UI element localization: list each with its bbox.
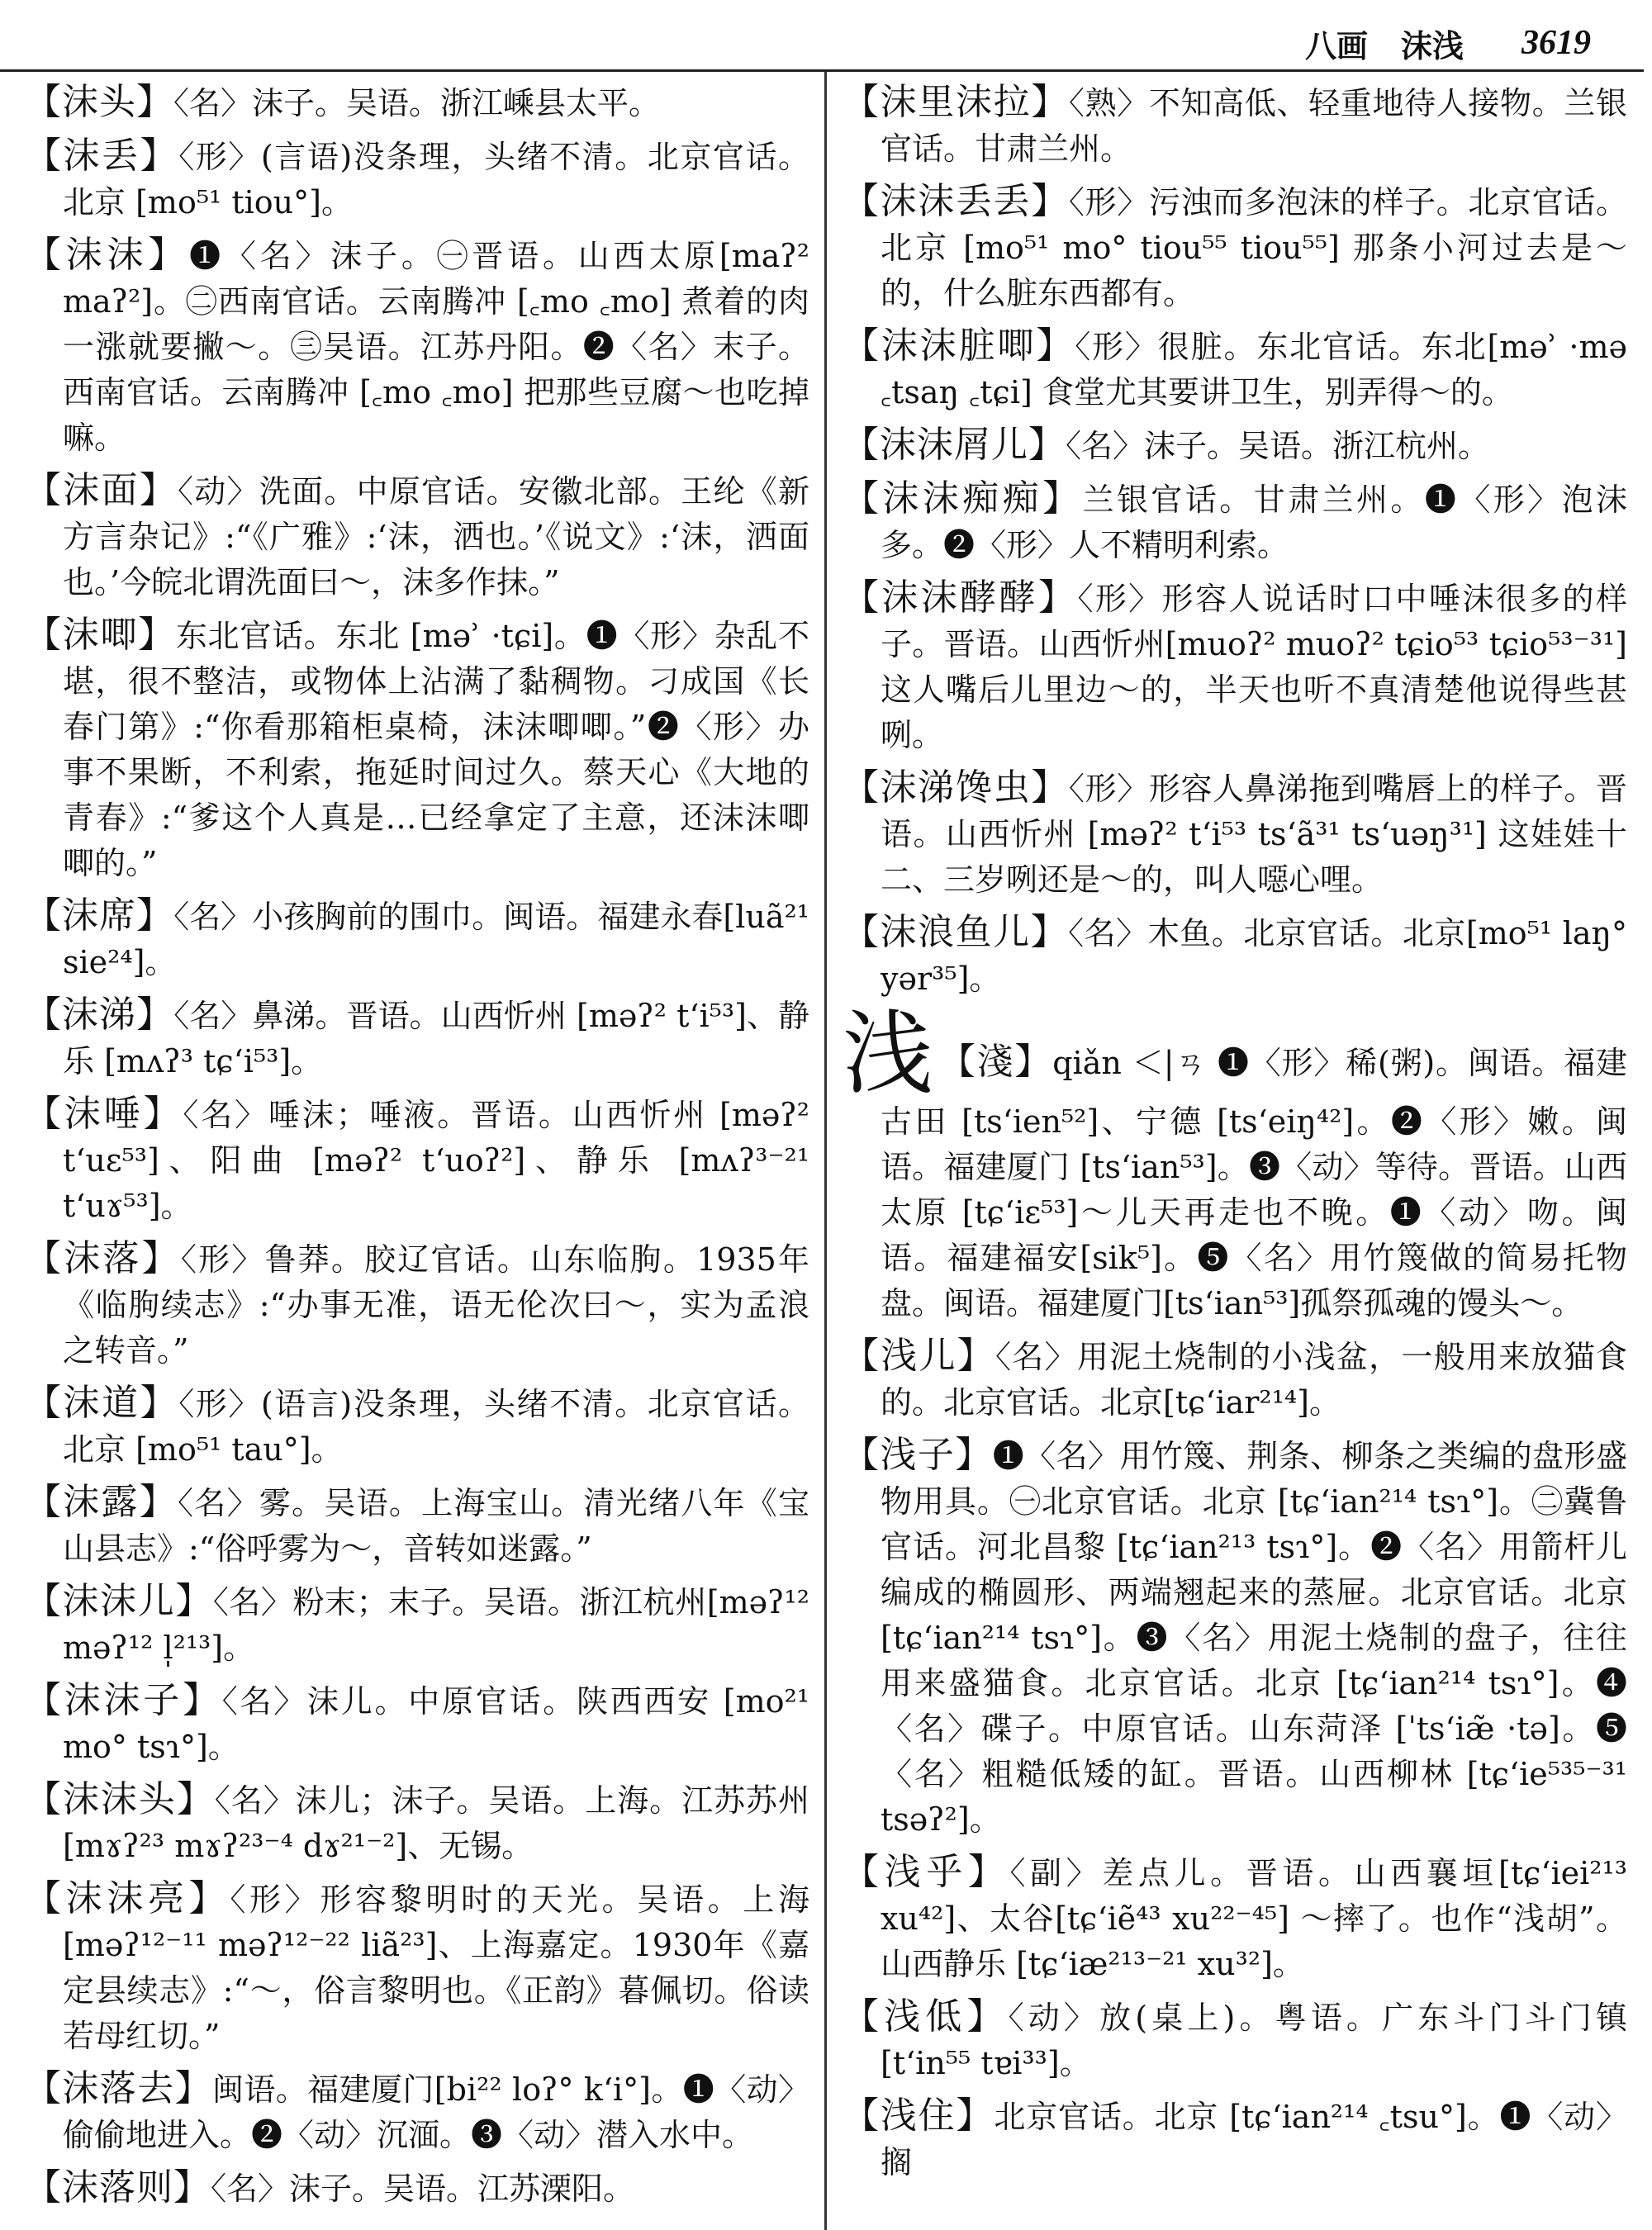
headword: 【沫沫头】 bbox=[25, 1778, 215, 1820]
entry-body: 〈形〉(言语)没条理，头绪不清。北京官话。北京 [mo⁵¹ tiou°]。 bbox=[63, 139, 810, 221]
entry-body: 东北官话。东北 [məʾ ·tɕi]。❶〈形〉杂乱不堪，很不整洁，或物体上沾满了黏稠物。刁成国《长春门第》:“你看那箱柜桌椅，沫沫唧唧。”❷〈形〉办事不果断，不利索，拖延时间过久。蔡天心《大地的青春》:“爹这个人真是…已经拿定了主意，还沫沫唧唧的。” bbox=[63, 618, 810, 881]
headword: 【沫露】 bbox=[25, 1481, 178, 1523]
dictionary-entry bbox=[843, 1849, 1627, 1987]
dictionary-entry bbox=[25, 79, 809, 126]
entry-body: 〈名〉雾。吴语。上海宝山。清光绪八年《宝山县志》:“俗呼雾为～，音转如迷露。” bbox=[63, 1485, 809, 1567]
dictionary-entry bbox=[843, 1432, 1627, 1843]
headword: 【沫沫亮】 bbox=[25, 1877, 230, 1919]
headword: 【沫落去】 bbox=[25, 2067, 212, 2109]
entry-body: 〈形〉污浊而多泡沫的样子。北京官话。北京 [mo⁵¹ mo° tiou⁵⁵ tiou⁵⁵] 那条小河过去是～的，什么脏东西都有。 bbox=[881, 184, 1627, 311]
dictionary-entry bbox=[25, 612, 809, 886]
entry-body: 〈名〉粉末；末子。吴语。浙江杭州[məʔ¹² məʔ¹² l̩²¹³]。 bbox=[63, 1584, 809, 1666]
entry-body: 〈形〉形容人鼻涕拖到嘴唇上的样子。晋语。山西忻州 [məʔ² tʻi⁵³ tsʻã³¹ tsʻuəŋ³¹] 这娃娃十二、三岁咧还是～的，叫人噁心哩。 bbox=[881, 771, 1627, 898]
dictionary-entry bbox=[843, 178, 1627, 316]
entry-body: 〈名〉沫子。吴语。江苏溧阳。 bbox=[211, 2171, 635, 2207]
main-character: 浅 bbox=[843, 1001, 934, 1107]
header-characters: 沫浅 bbox=[1401, 26, 1464, 64]
dictionary-entry bbox=[843, 323, 1627, 415]
dictionary-entry bbox=[843, 422, 1627, 469]
headword: 【沫沫脏唧】 bbox=[843, 325, 1075, 367]
headword: 【浅子】 bbox=[843, 1434, 993, 1476]
header-rule bbox=[0, 69, 1644, 72]
dictionary-entry bbox=[25, 1677, 809, 1770]
dictionary-entry bbox=[25, 1236, 809, 1374]
headword: 【浅乎】 bbox=[843, 1851, 1010, 1893]
dictionary-entry bbox=[843, 2093, 1627, 2185]
headword: 【沫头】 bbox=[25, 81, 173, 123]
headword: 【沫涕】 bbox=[25, 994, 174, 1036]
entry-body: 〈名〉鼻涕。晋语。山西忻州 [məʔ² tʻi⁵³]、静乐 [mʌʔ³ tɕʻi⁵³]。 bbox=[63, 998, 809, 1079]
headword: 【沫里沫拉】 bbox=[843, 81, 1069, 123]
headword: 【沫沫】 bbox=[25, 234, 190, 276]
dictionary-entry bbox=[843, 765, 1627, 903]
dictionary-entry bbox=[25, 1479, 809, 1572]
dictionary-entry bbox=[843, 79, 1627, 172]
stroke-section: 八画 bbox=[1305, 26, 1369, 64]
dictionary-entry bbox=[25, 992, 809, 1084]
dictionary-entry bbox=[25, 1578, 809, 1671]
character-entry-qian bbox=[843, 1001, 1628, 1326]
entry-body: 〈名〉小孩胸前的围巾。闽语。福建永春[luã²¹ sie²⁴]。 bbox=[63, 899, 809, 980]
headword: 【沫沫酵酵】 bbox=[843, 576, 1078, 619]
traditional-form: 【淺】 bbox=[938, 1041, 1053, 1083]
headword: 【沫席】 bbox=[25, 894, 174, 937]
page-number: 3619 bbox=[1521, 24, 1592, 62]
headword: 【沫唾】 bbox=[25, 1093, 183, 1135]
headword: 【浅低】 bbox=[843, 1995, 1009, 2038]
entry-body: qiǎn ＜|ㄢ ❶〈形〉稀(粥)。闽语。福建古田 [tsʻien⁵²]、宁德 [tsʻeiŋ⁴²]。❷〈形〉嫩。闽语。福建厦门 [tsʻian⁵³]。❸〈动〉等待。晋语。山西太原 [tɕʻiɛ⁵³]～儿天再走也不晚。❶〈动〉吻。闽语。福建福安[sik⁵]。❺〈名〉用竹篾做的简易托物盘。闽语。福建厦门[tsʻian⁵³]孤祭孤魂的馒头～。 bbox=[881, 1045, 1628, 1321]
right-column bbox=[843, 79, 1627, 2192]
headword: 【浅住】 bbox=[843, 2095, 995, 2137]
dictionary-entry bbox=[25, 2165, 809, 2212]
headword: 【沫沫子】 bbox=[25, 1679, 222, 1721]
entry-body: 〈名〉沫儿；沫子。吴语。上海。江苏苏州 [mɤʔ²³ mɤʔ²³⁻⁴ dɤ²¹⁻²]、无锡。 bbox=[63, 1782, 809, 1864]
headword: 【沫沫丢丢】 bbox=[843, 180, 1069, 222]
entry-body: 〈名〉木鱼。北京官话。北京[mo⁵¹ laŋ° yər³⁵]。 bbox=[881, 915, 1628, 997]
entry-body: 〈名〉沫子。吴语。浙江杭州。 bbox=[1066, 428, 1490, 464]
headword: 【沫道】 bbox=[25, 1382, 179, 1424]
dictionary-entry bbox=[25, 1380, 809, 1473]
entry-body: 闽语。福建厦门[bi²² loʔ° kʻi°]。❶〈动〉偷偷地进入。❷〈动〉沉湎。❸〈动〉潜入水中。 bbox=[63, 2071, 810, 2153]
entry-body: 〈名〉用泥土烧制的小浅盆，一般用来放猫食的。北京官话。北京[tɕʻiar²¹⁴]。 bbox=[881, 1339, 1627, 1421]
entry-body: ❶〈名〉沫子。㊀晋语。山西太原[maʔ² maʔ²]。㊁西南官话。云南腾冲 [꜀mo ꜀mo] 煮着的肉一涨就要撇～。㊂吴语。江苏丹阳。❷〈名〉末子。西南官话。云南腾冲 [꜀mo ꜀mo] 把那些豆腐～也吃掉嘛。 bbox=[63, 238, 810, 456]
headword: 【沫浪鱼儿】 bbox=[843, 911, 1069, 953]
dictionary-entry bbox=[25, 1777, 809, 1869]
dictionary-entry bbox=[25, 893, 809, 985]
entry-body: 〈形〉形容人说话时口中唾沫很多的样子。晋语。山西忻州[muoʔ² muoʔ² tɕio⁵³ tɕio⁵³⁻³¹] 这人嘴后儿里边～的，半天也听不真清楚他说得些甚咧。 bbox=[881, 581, 1627, 753]
dictionary-entry bbox=[25, 467, 809, 605]
headword: 【沫丢】 bbox=[25, 135, 179, 177]
headword: 【沫落】 bbox=[25, 1237, 181, 1279]
headword: 【沫唧】 bbox=[25, 614, 176, 656]
running-header bbox=[1305, 18, 1635, 68]
headword: 【沫沫屑儿】 bbox=[843, 424, 1066, 466]
dictionary-entry bbox=[843, 476, 1627, 568]
dictionary-entry bbox=[25, 2066, 809, 2158]
dictionary-entry bbox=[25, 1091, 809, 1229]
entry-body: 北京官话。北京 [tɕʻian²¹⁴ ꜀tsu°]。❶〈动〉搁 bbox=[881, 2099, 1627, 2180]
entry-body: 〈名〉沫儿。中原官话。陕西西安 [mo²¹ mo° tsɿ°]。 bbox=[63, 1683, 809, 1765]
entry-body: 〈名〉沫子。吴语。浙江嵊县太平。 bbox=[173, 85, 661, 121]
entry-body: 〈副〉差点儿。晋语。山西襄垣[tɕʻiei²¹³ xu⁴²]、太谷[tɕʻiẽ⁴³ xu²²⁻⁴⁵] ～摔了。也作“浅胡”。山西静乐 [tɕʻiæ²¹³⁻²¹ xu³²]。 bbox=[881, 1855, 1627, 1982]
headword: 【沫沫儿】 bbox=[25, 1580, 213, 1622]
headword: 【沫面】 bbox=[25, 469, 178, 511]
dictionary-entry bbox=[843, 1994, 1627, 2086]
dictionary-entry bbox=[843, 1333, 1627, 1426]
entry-body: ❶〈名〉用竹篾、荆条、柳条之类编的盘形盛物用具。㊀北京官话。北京 [tɕʻian²¹⁴ tsɿ°]。㊁冀鲁官话。河北昌黎 [tɕʻian²¹³ tsɿ°]。❷〈名〉用箭杆儿编成的椭圆形、两端翘起来的蒸屉。北京官话。北京[tɕʻian²¹⁴ tsɿ°]。❸〈名〉用泥土烧制的盘子，往往用来盛猫食。北京官话。北京 [tɕʻian²¹⁴ tsɿ°]。❹〈名〉碟子。中原官话。山东菏泽 [ˈtsʻiæ̃ ·tə]。❺〈名〉粗糙低矮的缸。晋语。山西柳林 [tɕʻie⁵³⁵⁻³¹ tsəʔ²]。 bbox=[881, 1438, 1628, 1838]
entry-body: 〈名〉唾沫；唾液。晋语。山西忻州 [məʔ² tʻuɛ⁵³]、阳曲 [məʔ² tʻuoʔ²]、静乐 [mʌʔ³⁻²¹ tʻuɤ⁵³]。 bbox=[63, 1097, 809, 1224]
entry-body: 〈形〉(语言)没条理，头绪不清。北京官话。北京 [mo⁵¹ tau°]。 bbox=[63, 1386, 810, 1468]
entry-body: 〈动〉洗面。中原官话。安徽北部。王纶《新方言杂记》:“《广雅》:‘沫，洒也。’《说文》:‘沫，洒面也。’今皖北谓洗面曰～，沫多作抹。” bbox=[63, 473, 809, 600]
column-divider bbox=[824, 72, 827, 2230]
entry-body: 〈形〉鲁莽。胶辽官话。山东临朐。1935年《临朐续志》:“办事无准，语无伦次曰～，实为孟浪之转音。” bbox=[63, 1241, 810, 1369]
entry-body: 〈动〉放(桌上)。粤语。广东斗门斗门镇 [tʻin⁵⁵ tɐi³³]。 bbox=[881, 2000, 1627, 2081]
headword: 【沫落则】 bbox=[25, 2166, 211, 2209]
headword: 【浅儿】 bbox=[843, 1335, 996, 1377]
headword: 【沫涕馋虫】 bbox=[843, 766, 1069, 809]
entry-body: 〈形〉形容黎明时的天光。吴语。上海 [məʔ¹²⁻¹¹ məʔ¹²⁻²² liã²³]、上海嘉定。1930年《嘉定县续志》:“～，俗言黎明也。《正韵》暮佩切。俗读若母红切。” bbox=[63, 1881, 810, 2054]
dictionary-entry bbox=[25, 133, 809, 225]
entry-body: 兰银官话。甘肃兰州。❶〈形〉泡沫多。❷〈形〉人不精明利索。 bbox=[881, 482, 1627, 563]
headword: 【沫沫痴痴】 bbox=[843, 477, 1083, 520]
dictionary-entry bbox=[25, 232, 809, 461]
dictionary-entry bbox=[843, 575, 1627, 758]
entry-body: 〈形〉很脏。东北官话。东北[məʾ ·mə ꜀tsaŋ ꜀tɕi] 食堂尤其要讲卫生，别弄得～的。 bbox=[881, 329, 1628, 410]
entry-body: 〈熟〉不知高低、轻重地待人接物。兰银官话。甘肃兰州。 bbox=[881, 85, 1627, 167]
dictionary-entry bbox=[843, 909, 1627, 1002]
dictionary-entry bbox=[25, 1876, 809, 2059]
left-column bbox=[25, 79, 809, 2218]
